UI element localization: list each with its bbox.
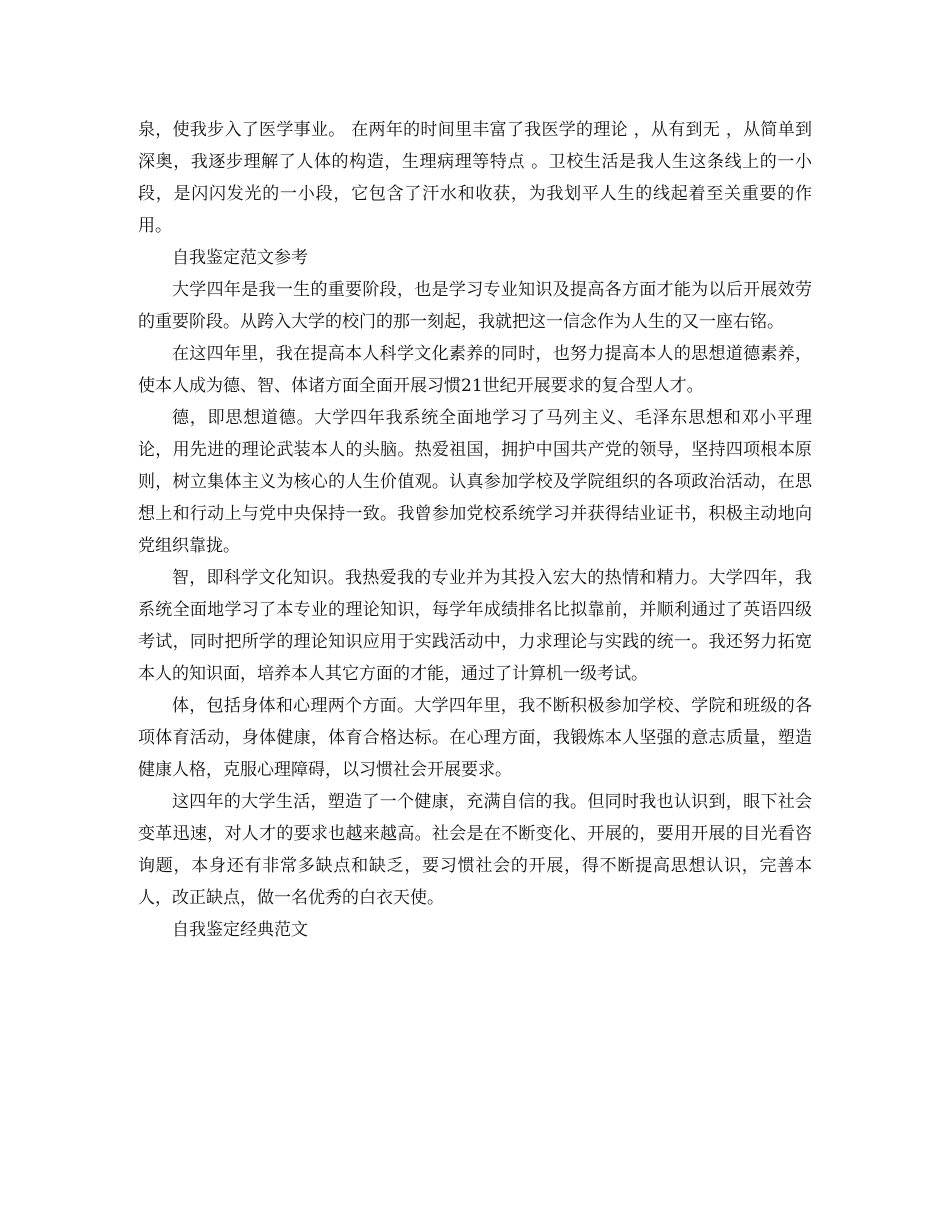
- paragraph-continuation: 泉，使我步入了医学事业。 在两年的时间里丰富了我医学的理论 ，从有到无 ，从简单到深奥，我逐步理解了人体的构造，生理病理等特点 。卫校生活是我人生这条线上的一小段，是闪闪发光的一小段，它包含了汗水和收获，为我划平人生的线起着至关重要的作用。: [138, 120, 812, 236]
- section-heading: 自我鉴定范文参考: [172, 248, 308, 268]
- section-heading: 自我鉴定经典范文: [172, 920, 308, 940]
- paragraph: 德，即思想道德。大学四年我系统全面地学习了马列主义、毛泽东思想和邓小平理论，用先进的理论武装本人的头脑。热爱祖国，拥护中国共产党的领导，坚持四项根本原则，树立集体主义为核心的人生价值观。认真参加学校及学院组织的各项政治活动，在思想上和行动上与党中央保持一致。我曾参加党校系统学习并获得结业证书，积极主动地向党组织靠拢。: [138, 408, 812, 556]
- document-body: [138, 114, 812, 946]
- paragraph: 智，即科学文化知识。我热爱我的专业并为其投入宏大的热情和精力。大学四年，我系统全面地学习了本专业的理论知识，每学年成绩排名比拟靠前，并顺利通过了英语四级考试，同时把所学的理论知识应用于实践活动中，力求理论与实践的统一。我还努力拓宽本人的知识面，培养本人其它方面的才能，通过了计算机一级考试。: [138, 568, 812, 684]
- paragraph: 在这四年里，我在提高本人科学文化素养的同时，也努力提高本人的思想道德素养，使本人成为德、智、体诸方面全面开展习惯21世纪开展要求的复合型人才。: [138, 344, 812, 396]
- paragraph: 体，包括身体和心理两个方面。大学四年里，我不断积极参加学校、学院和班级的各项体育活动，身体健康，体育合格达标。在心理方面，我锻炼本人坚强的意志质量，塑造健康人格，克服心理障碍，以习惯社会开展要求。: [138, 696, 812, 780]
- paragraph: 大学四年是我一生的重要阶段，也是学习专业知识及提高各方面才能为以后开展效劳的重要阶段。从跨入大学的校门的那一刻起，我就把这一信念作为人生的又一座右铭。: [138, 280, 812, 332]
- paragraph: 这四年的大学生活，塑造了一个健康，充满自信的我。但同时我也认识到，眼下社会变革迅速，对人才的要求也越来越高。社会是在不断变化、开展的，要用开展的目光看咨询题，本身还有非常多缺点和缺乏，要习惯社会的开展，得不断提高思想认识，完善本人，改正缺点，做一名优秀的白衣天使。: [138, 792, 812, 908]
